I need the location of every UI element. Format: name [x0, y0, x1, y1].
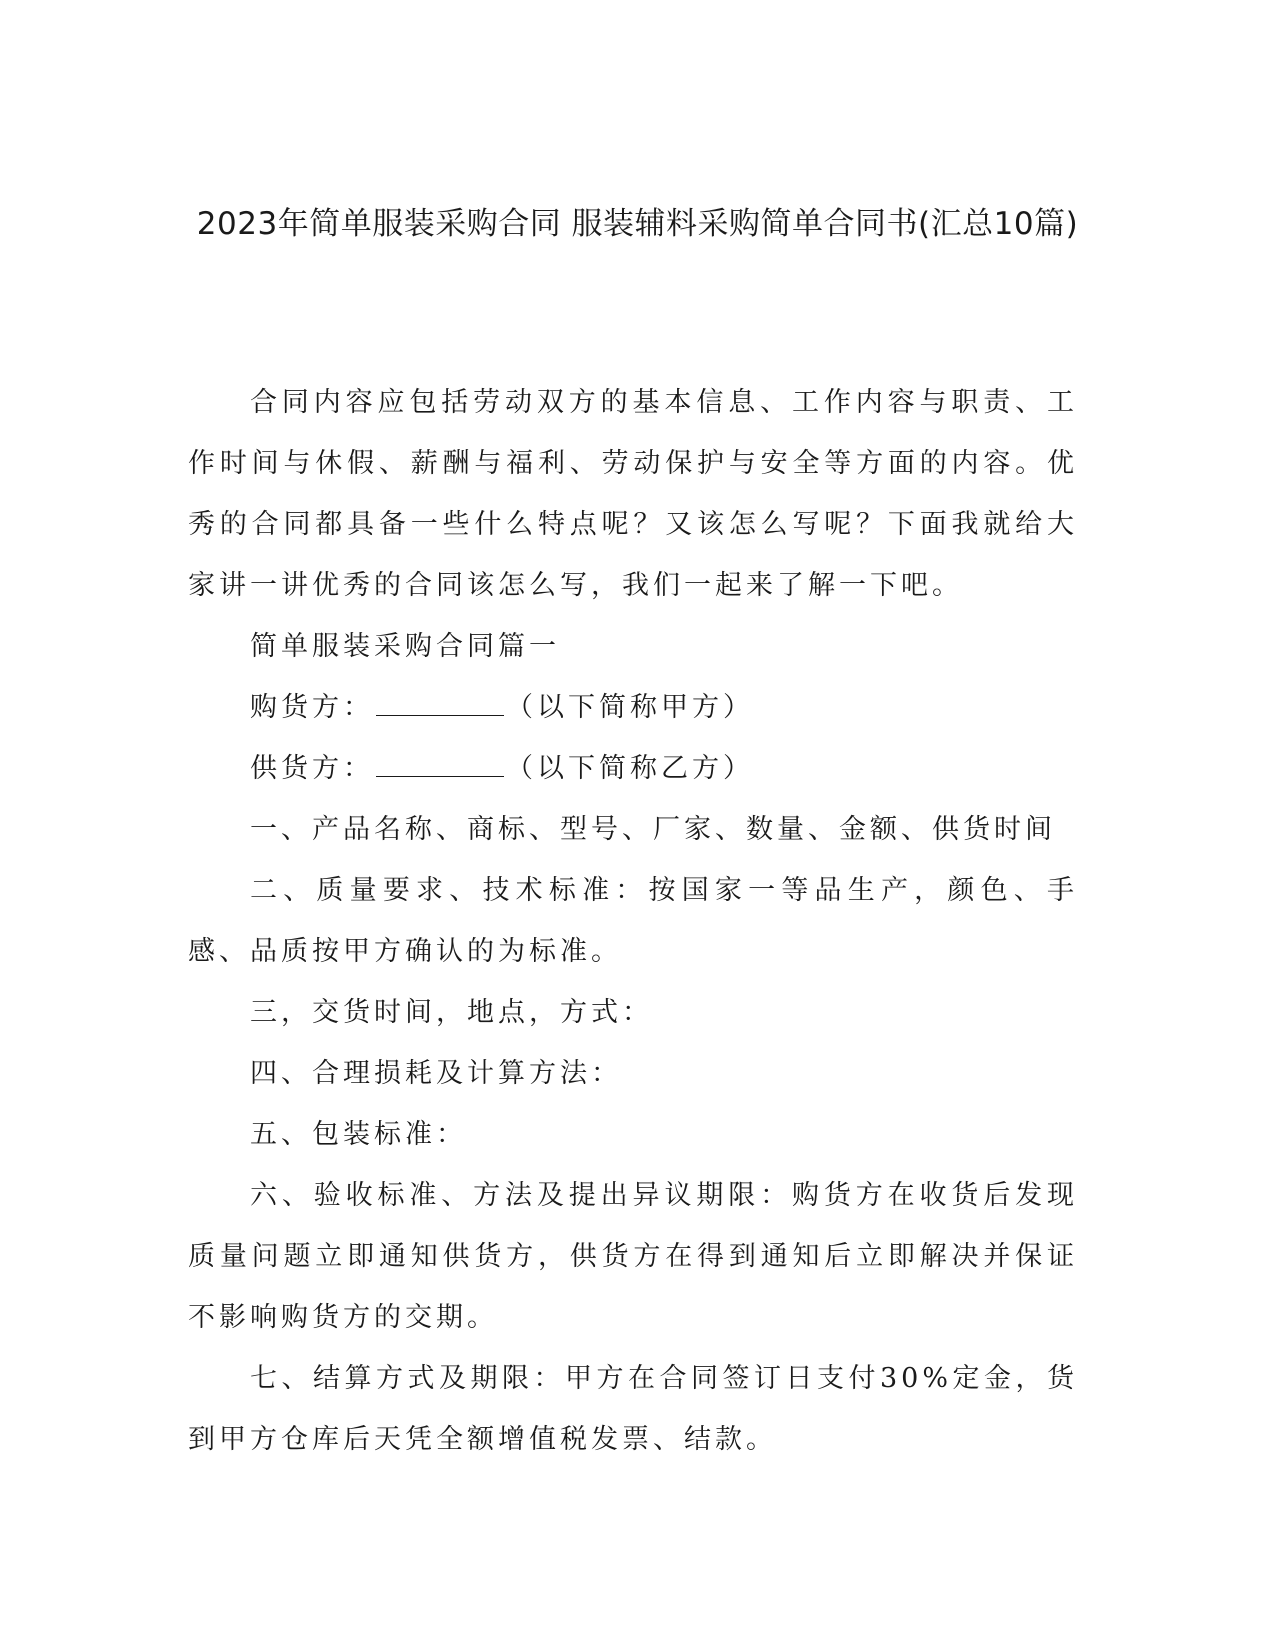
seller-label: 供货方： [250, 753, 374, 784]
intro-paragraph: 合同内容应包括劳动双方的基本信息、工作内容与职责、工作时间与休假、薪酬与福利、劳动保护与安全等方面的内容。优秀的合同都具备一些什么特点呢？又该怎么写呢？下面我就给大家讲一讲优秀的合同该怎么写，我们一起来了解一下吧。 [188, 387, 1078, 601]
buyer-suffix: （以下简称甲方） [506, 692, 754, 723]
clause-7: 七、结算方式及期限：甲方在合同签订日支付30%定金，货到甲方仓库后天凭全额增值税发票、结款。 [188, 1363, 1078, 1455]
clause-6: 六、验收标准、方法及提出异议期限：购货方在收货后发现质量问题立即通知供货方，供货方在得到通知后立即解决并保证不影响购货方的交期。 [188, 1180, 1078, 1333]
clause-5: 五、包装标准： [250, 1119, 467, 1150]
buyer-blank [376, 693, 504, 716]
clause-4: 四、合理损耗及计算方法： [250, 1058, 622, 1089]
document-title: 2023年简单服装采购合同 服装辅料采购简单合同书(汇总10篇) [196, 206, 1079, 242]
seller-line [188, 738, 1078, 799]
buyer-label: 购货方： [250, 692, 374, 723]
section-heading: 简单服装采购合同篇一 [250, 631, 560, 662]
clause-2: 二、质量要求、技术标准：按国家一等品生产，颜色、手感、品质按甲方确认的为标准。 [188, 875, 1078, 967]
document-body [188, 372, 1078, 1470]
clause-3: 三，交货时间，地点，方式： [250, 997, 653, 1028]
buyer-line [188, 677, 1078, 738]
clause-1: 一、产品名称、商标、型号、厂家、数量、金额、供货时间 [250, 814, 1056, 845]
seller-blank [376, 754, 504, 777]
seller-suffix: （以下简称乙方） [506, 753, 754, 784]
